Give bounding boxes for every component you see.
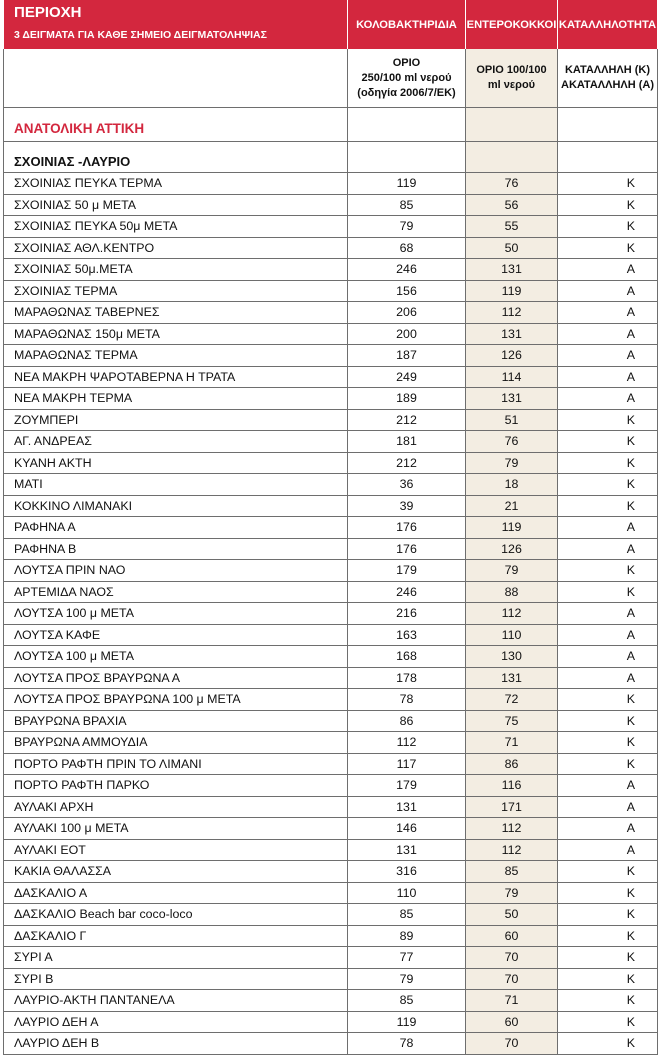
enterococci-value: 55	[466, 216, 558, 238]
enterococci-value: 112	[466, 818, 558, 840]
coliform-value: 77	[348, 947, 466, 969]
suitability-value: Κ	[558, 925, 658, 947]
coliform-value: 78	[348, 1033, 466, 1055]
table-header-row	[4, 0, 658, 49]
coliform-limit-line2: 250/100 ml νερού	[361, 71, 452, 84]
suitability-value: Α	[558, 302, 658, 324]
coliform-value: 85	[348, 194, 466, 216]
table-row	[4, 517, 658, 539]
location-name: ΛΑΥΡΙΟ ΔΕΗ Β	[4, 1033, 348, 1055]
coliform-value: 119	[348, 173, 466, 195]
region-row	[4, 108, 658, 142]
coliform-value: 212	[348, 409, 466, 431]
suitability-value: Κ	[558, 753, 658, 775]
coliform-value: 85	[348, 904, 466, 926]
table-row	[4, 818, 658, 840]
limits-row	[4, 49, 658, 108]
location-name: ΣΧΟΙΝΙΑΣ 50μ.ΜΕΤΑ	[4, 259, 348, 281]
coliform-value: 249	[348, 366, 466, 388]
coliform-value: 156	[348, 280, 466, 302]
enterococci-limit-cell	[466, 49, 558, 108]
location-name: ΛΟΥΤΣΑ ΠΡΙΝ ΝΑΟ	[4, 560, 348, 582]
location-name: ΜΑΡΑΘΩΝΑΣ ΤΕΡΜΑ	[4, 345, 348, 367]
enterococci-value: 116	[466, 775, 558, 797]
table-row	[4, 280, 658, 302]
table-row	[4, 366, 658, 388]
coliform-value: 176	[348, 538, 466, 560]
coliform-limit-line3: (οδηγία 2006/7/ΕΚ)	[357, 86, 456, 99]
table-row	[4, 603, 658, 625]
location-name: ΒΡΑΥΡΩΝΑ ΑΜΜΟΥΔΙΑ	[4, 732, 348, 754]
location-name: ΑΥΛΑΚΙ 100 μ ΜΕΤΑ	[4, 818, 348, 840]
enterococci-limit-line1: ΟΡΙΟ 100/100	[476, 64, 547, 76]
table-row	[4, 302, 658, 324]
suitability-value: Κ	[558, 732, 658, 754]
enterococci-value: 71	[466, 990, 558, 1012]
coliform-value: 79	[348, 968, 466, 990]
enterococci-value: 21	[466, 495, 558, 517]
enterococci-limit-line2: ml νερού	[487, 79, 536, 91]
coliform-value: 246	[348, 259, 466, 281]
table-row	[4, 732, 658, 754]
coliform-value: 246	[348, 581, 466, 603]
location-name: ΛΑΥΡΙΟ-ΑΚΤΗ ΠΑΝΤΑΝΕΛΑ	[4, 990, 348, 1012]
suitability-value: Κ	[558, 861, 658, 883]
location-name: ΣΧΟΙΝΙΑΣ ΠΕΥΚΑ ΤΕΡΜΑ	[4, 173, 348, 195]
enterococci-value: 76	[466, 173, 558, 195]
table-row	[4, 194, 658, 216]
coliform-value: 117	[348, 753, 466, 775]
location-name: ΝΕΑ ΜΑΚΡΗ ΨΑΡΟΤΑΒΕΡΝΑ Η ΤΡΑΤΑ	[4, 366, 348, 388]
enterococci-value: 79	[466, 882, 558, 904]
location-name: ΛΟΥΤΣΑ ΠΡΟΣ ΒΡΑΥΡΩΝΑ Α	[4, 667, 348, 689]
coliform-value: 119	[348, 1011, 466, 1033]
enterococci-value: 75	[466, 710, 558, 732]
location-name: ΚΑΚΙΑ ΘΑΛΑΣΣΑ	[4, 861, 348, 883]
enterococci-value: 131	[466, 259, 558, 281]
enterococci-value: 171	[466, 796, 558, 818]
table-row	[4, 624, 658, 646]
enterococci-value: 119	[466, 280, 558, 302]
location-name: ΔΑΣΚΑΛΙΟ Α	[4, 882, 348, 904]
water-quality-table	[3, 0, 658, 1055]
location-name: ΚΥΑΝΗ ΑΚΤΗ	[4, 452, 348, 474]
coliform-value: 85	[348, 990, 466, 1012]
coliform-value: 89	[348, 925, 466, 947]
table-row	[4, 560, 658, 582]
coliform-value: 39	[348, 495, 466, 517]
enterococci-value: 112	[466, 302, 558, 324]
suitability-value: Α	[558, 388, 658, 410]
suitability-value: Α	[558, 646, 658, 668]
group-row	[4, 142, 658, 173]
table-row	[4, 538, 658, 560]
enterococci-value: 76	[466, 431, 558, 453]
location-name: ΒΡΑΥΡΩΝΑ ΒΡΑΧΙΑ	[4, 710, 348, 732]
table-row	[4, 1011, 658, 1033]
group-empty-cell	[558, 142, 658, 173]
coliform-value: 187	[348, 345, 466, 367]
table-row	[4, 323, 658, 345]
suitability-value: Κ	[558, 947, 658, 969]
coliform-limit-line1: ΟΡΙΟ	[392, 56, 421, 69]
suitability-value: Α	[558, 624, 658, 646]
coliform-value: 110	[348, 882, 466, 904]
region-empty-cell	[466, 108, 558, 142]
suitability-value: Κ	[558, 495, 658, 517]
enterococci-value: 112	[466, 839, 558, 861]
enterococci-value: 79	[466, 452, 558, 474]
location-name: ΛΟΥΤΣΑ ΠΡΟΣ ΒΡΑΥΡΩΝΑ 100 μ ΜΕΤΑ	[4, 689, 348, 711]
location-name: ΠΟΡΤΟ ΡΑΦΤΗ ΠΑΡΚΟ	[4, 775, 348, 797]
table-row	[4, 839, 658, 861]
enterococci-value: 110	[466, 624, 558, 646]
coliform-value: 216	[348, 603, 466, 625]
enterococci-value: 50	[466, 237, 558, 259]
location-name: ΛΟΥΤΣΑ ΚΑΦΕ	[4, 624, 348, 646]
suitability-legend-line2: ΑΚΑΤΑΛΛΗΛΗ (Α)	[561, 79, 654, 91]
table-row	[4, 667, 658, 689]
coliform-value: 176	[348, 517, 466, 539]
table-row	[4, 388, 658, 410]
coliform-value: 206	[348, 302, 466, 324]
suitability-legend-cell	[558, 49, 658, 108]
suitability-value: Α	[558, 280, 658, 302]
suitability-value: Α	[558, 259, 658, 281]
suitability-value: Α	[558, 818, 658, 840]
coliform-value: 179	[348, 560, 466, 582]
location-name: ΔΑΣΚΑΛΙΟ Γ	[4, 925, 348, 947]
group-empty-cell	[348, 142, 466, 173]
suitability-legend-line1: ΚΑΤΑΛΛΗΛΗ (Κ)	[564, 64, 651, 76]
coliform-value: 112	[348, 732, 466, 754]
location-name: ΣΥΡΙ Β	[4, 968, 348, 990]
coliform-value: 79	[348, 216, 466, 238]
suitability-value: Κ	[558, 560, 658, 582]
table-row	[4, 581, 658, 603]
table-row	[4, 474, 658, 496]
location-name: ΝΕΑ ΜΑΚΡΗ ΤΕΡΜΑ	[4, 388, 348, 410]
table-row	[4, 431, 658, 453]
enterococci-value: 126	[466, 538, 558, 560]
location-name: ΛΟΥΤΣΑ 100 μ ΜΕΤΑ	[4, 603, 348, 625]
suitability-value: Α	[558, 345, 658, 367]
table-row	[4, 968, 658, 990]
group-empty-cell	[466, 142, 558, 173]
coliform-value: 181	[348, 431, 466, 453]
table-row	[4, 173, 658, 195]
suitability-value: Α	[558, 667, 658, 689]
group-title: ΣΧΟΙΝΙΑΣ -ΛΑΥΡΙΟ	[4, 142, 348, 173]
location-name: ΛΑΥΡΙΟ ΔΕΗ Α	[4, 1011, 348, 1033]
enterococci-value: 60	[466, 925, 558, 947]
table-row	[4, 861, 658, 883]
suitability-value: Κ	[558, 409, 658, 431]
table-row	[4, 452, 658, 474]
coliform-header: ΚΟΛΟΒΑΚΤΗΡΙΔΙΑ	[348, 0, 466, 49]
table-row	[4, 775, 658, 797]
suitability-value: Κ	[558, 990, 658, 1012]
enterococci-value: 114	[466, 366, 558, 388]
region-title: ΑΝΑΤΟΛΙΚΗ ΑΤΤΙΚΗ	[4, 108, 348, 142]
suitability-value: Κ	[558, 431, 658, 453]
table-row	[4, 646, 658, 668]
coliform-value: 131	[348, 839, 466, 861]
location-name: ΔΑΣΚΑΛΙΟ Beach bar coco-loco	[4, 904, 348, 926]
table-row	[4, 904, 658, 926]
suitability-value: Κ	[558, 237, 658, 259]
table-row	[4, 409, 658, 431]
coliform-value: 178	[348, 667, 466, 689]
enterococci-value: 70	[466, 1033, 558, 1055]
location-name: ΡΑΦΗΝΑ Β	[4, 538, 348, 560]
table-row	[4, 237, 658, 259]
table-row	[4, 925, 658, 947]
coliform-value: 200	[348, 323, 466, 345]
location-name: ΑΡΤΕΜΙΔΑ ΝΑΟΣ	[4, 581, 348, 603]
suitability-value: Α	[558, 775, 658, 797]
suitability-value: Κ	[558, 452, 658, 474]
table-row	[4, 689, 658, 711]
suitability-value: Α	[558, 366, 658, 388]
table-row	[4, 495, 658, 517]
area-header-cell	[4, 0, 348, 49]
coliform-value: 179	[348, 775, 466, 797]
suitability-value: Κ	[558, 194, 658, 216]
coliform-value: 168	[348, 646, 466, 668]
suitability-value: Α	[558, 796, 658, 818]
enterococci-value: 79	[466, 560, 558, 582]
table-row	[4, 1033, 658, 1055]
suitability-value: Κ	[558, 968, 658, 990]
suitability-value: Κ	[558, 216, 658, 238]
location-name: ΖΟΥΜΠΕΡΙ	[4, 409, 348, 431]
location-name: ΑΓ. ΑΝΔΡΕΑΣ	[4, 431, 348, 453]
coliform-value: 146	[348, 818, 466, 840]
suitability-value: Α	[558, 517, 658, 539]
location-name: ΑΥΛΑΚΙ ΕΟΤ	[4, 839, 348, 861]
enterococci-value: 85	[466, 861, 558, 883]
area-header-subtitle: 3 ΔΕΙΓΜΑΤΑ ΓΙΑ ΚΑΘΕ ΣΗΜΕΙΟ ΔΕΙΓΜΑΤΟΛΗΨΙΑΣ	[14, 29, 267, 41]
table-row	[4, 796, 658, 818]
table-row	[4, 710, 658, 732]
suitability-value: Κ	[558, 173, 658, 195]
suitability-value: Κ	[558, 882, 658, 904]
enterococci-value: 18	[466, 474, 558, 496]
location-name: ΣΧΟΙΝΙΑΣ ΑΘΛ.ΚΕΝΤΡΟ	[4, 237, 348, 259]
coliform-value: 78	[348, 689, 466, 711]
location-name: ΡΑΦΗΝΑ Α	[4, 517, 348, 539]
enterococci-value: 72	[466, 689, 558, 711]
location-name: ΑΥΛΑΚΙ ΑΡΧΗ	[4, 796, 348, 818]
enterococci-value: 131	[466, 667, 558, 689]
coliform-value: 86	[348, 710, 466, 732]
location-name: ΛΟΥΤΣΑ 100 μ ΜΕΤΑ	[4, 646, 348, 668]
suitability-value: Κ	[558, 904, 658, 926]
enterococci-value: 130	[466, 646, 558, 668]
coliform-value: 316	[348, 861, 466, 883]
coliform-limit-cell	[348, 49, 466, 108]
suitability-value: Α	[558, 603, 658, 625]
enterococci-value: 70	[466, 968, 558, 990]
suitability-value: Α	[558, 538, 658, 560]
enterococci-value: 131	[466, 323, 558, 345]
enterococci-value: 56	[466, 194, 558, 216]
coliform-value: 189	[348, 388, 466, 410]
suitability-value: Κ	[558, 474, 658, 496]
enterococci-value: 51	[466, 409, 558, 431]
enterococci-value: 88	[466, 581, 558, 603]
enterococci-value: 70	[466, 947, 558, 969]
coliform-value: 163	[348, 624, 466, 646]
table-row	[4, 882, 658, 904]
location-name: ΣΧΟΙΝΙΑΣ 50 μ ΜΕΤΑ	[4, 194, 348, 216]
region-empty-cell	[348, 108, 466, 142]
enterococci-value: 112	[466, 603, 558, 625]
location-name: ΚΟΚΚΙΝΟ ΛΙΜΑΝΑΚΙ	[4, 495, 348, 517]
table-row	[4, 259, 658, 281]
coliform-value: 212	[348, 452, 466, 474]
table-row	[4, 753, 658, 775]
enterococci-value: 131	[466, 388, 558, 410]
location-name: ΣΧΟΙΝΙΑΣ ΠΕΥΚΑ 50μ ΜΕΤΑ	[4, 216, 348, 238]
suitability-value: Κ	[558, 581, 658, 603]
table-row	[4, 216, 658, 238]
location-name: ΜΑΡΑΘΩΝΑΣ ΤΑΒΕΡΝΕΣ	[4, 302, 348, 324]
enterococci-value: 126	[466, 345, 558, 367]
suitability-header: ΚΑΤΑΛΛΗΛΟΤΗΤΑ	[558, 0, 658, 49]
location-name: ΣΧΟΙΝΙΑΣ ΤΕΡΜΑ	[4, 280, 348, 302]
limits-empty-cell	[4, 49, 348, 108]
area-header-title: ΠΕΡΙΟΧΗ	[14, 4, 82, 21]
location-name: ΠΟΡΤΟ ΡΑΦΤΗ ΠΡΙΝ ΤΟ ΛΙΜΑΝΙ	[4, 753, 348, 775]
enterococci-value: 60	[466, 1011, 558, 1033]
suitability-value: Κ	[558, 710, 658, 732]
table-row	[4, 990, 658, 1012]
enterococci-header: ΕΝΤΕΡΟΚΟΚΚΟΙ	[466, 0, 558, 49]
coliform-value: 68	[348, 237, 466, 259]
suitability-value: Α	[558, 323, 658, 345]
suitability-value: Κ	[558, 1033, 658, 1055]
location-name: ΜΑΡΑΘΩΝΑΣ 150μ ΜΕΤΑ	[4, 323, 348, 345]
region-empty-cell	[558, 108, 658, 142]
suitability-value: Κ	[558, 689, 658, 711]
coliform-value: 36	[348, 474, 466, 496]
enterococci-value: 50	[466, 904, 558, 926]
location-name: ΜΑΤΙ	[4, 474, 348, 496]
suitability-value: Α	[558, 839, 658, 861]
suitability-value: Κ	[558, 1011, 658, 1033]
enterococci-value: 71	[466, 732, 558, 754]
enterococci-value: 119	[466, 517, 558, 539]
table-row	[4, 947, 658, 969]
location-name: ΣΥΡΙ Α	[4, 947, 348, 969]
coliform-value: 131	[348, 796, 466, 818]
table-row	[4, 345, 658, 367]
enterococci-value: 86	[466, 753, 558, 775]
